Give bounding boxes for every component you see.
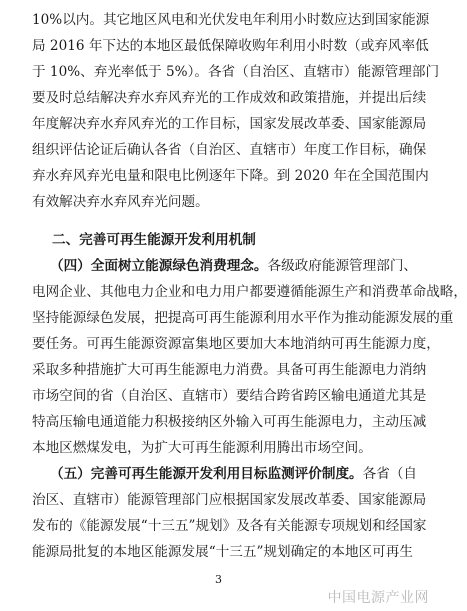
page-number: 3 [215, 573, 222, 586]
item-four-first-line [50, 257, 418, 275]
paragraph-line: 组织评估论证后确认各省（自治区、直辖市）年度工作目标，确保 [32, 142, 427, 158]
paragraph-line: 采取多种措施扩大可再生能源电力消费。具备可再生能源电力消纳 [32, 362, 427, 378]
paragraph-line: 10%以内。其它地区风电和光伏发电年利用小时数应达到国家能源 [32, 12, 430, 28]
item-five-first-line-rest: 各省（自 [362, 466, 418, 482]
paragraph-line: 电网企业、其他电力企业和电力用户都要遵循能源生产和消费革命战略， [32, 284, 467, 300]
section-heading: 二、完善可再生能源开发利用机制 [52, 232, 256, 248]
paragraph-line: 年度解决弃水弃风弃光的工作目标，国家发展改革委、国家能源局 [32, 116, 427, 132]
paragraph-line: 弃水弃风弃光电量和限电比例逐年下降。到 2020 年在全国范围内 [32, 168, 429, 184]
paragraph-line: 有效解决弃水弃风弃光问题。 [32, 194, 209, 210]
item-five-label: （五）完善可再生能源开发利用目标监测评价制度。 [50, 466, 363, 482]
paragraph-line: 于 10%、弃光率低于 5%）。各省（自治区、直辖市）能源管理部门 [32, 64, 440, 80]
paragraph-line: 坚持能源绿色发展，把提高可再生能源利用水平作为推动能源发展的重 [32, 310, 454, 326]
item-four-first-line-rest: 各级政府能源管理部门、 [267, 258, 418, 274]
paragraph-line: 本地区燃煤发电，为扩大可再生能源利用腾出市场空间。 [32, 440, 372, 456]
paragraph-line: 治区、直辖市）能源管理部门应根据国家发展改革委、国家能源局 [32, 492, 427, 508]
paragraph-line: 局 2016 年下达的本地区最低保障收购年利用小时数（或弃风率低 [32, 38, 429, 54]
paragraph-line: 市场空间的省（自治区、直辖市）要结合跨省跨区输电通道尤其是 [32, 388, 427, 404]
watermark: 中国电源产业网 [327, 590, 429, 606]
paragraph-line: 能源局批复的本地区能源发展“十三五”规划确定的本地区可再生 [32, 544, 413, 560]
item-five-first-line [50, 465, 418, 483]
item-four-label: （四）全面树立能源绿色消费理念。 [50, 258, 268, 274]
paragraph-line: 要及时总结解决弃水弃风弃光的工作成效和政策措施，并提出后续 [32, 90, 427, 106]
paragraph-line: 发布的《能源发展“十三五”规划》及各有关能源专项规划和经国家 [32, 518, 427, 534]
paragraph-line: 要任务。可再生能源资源富集地区要加大本地消纳可再生能源力度， [32, 336, 440, 352]
paragraph-line: 特高压输电通道能力积极接纳区外输入可再生能源电力，主动压减 [32, 414, 427, 430]
